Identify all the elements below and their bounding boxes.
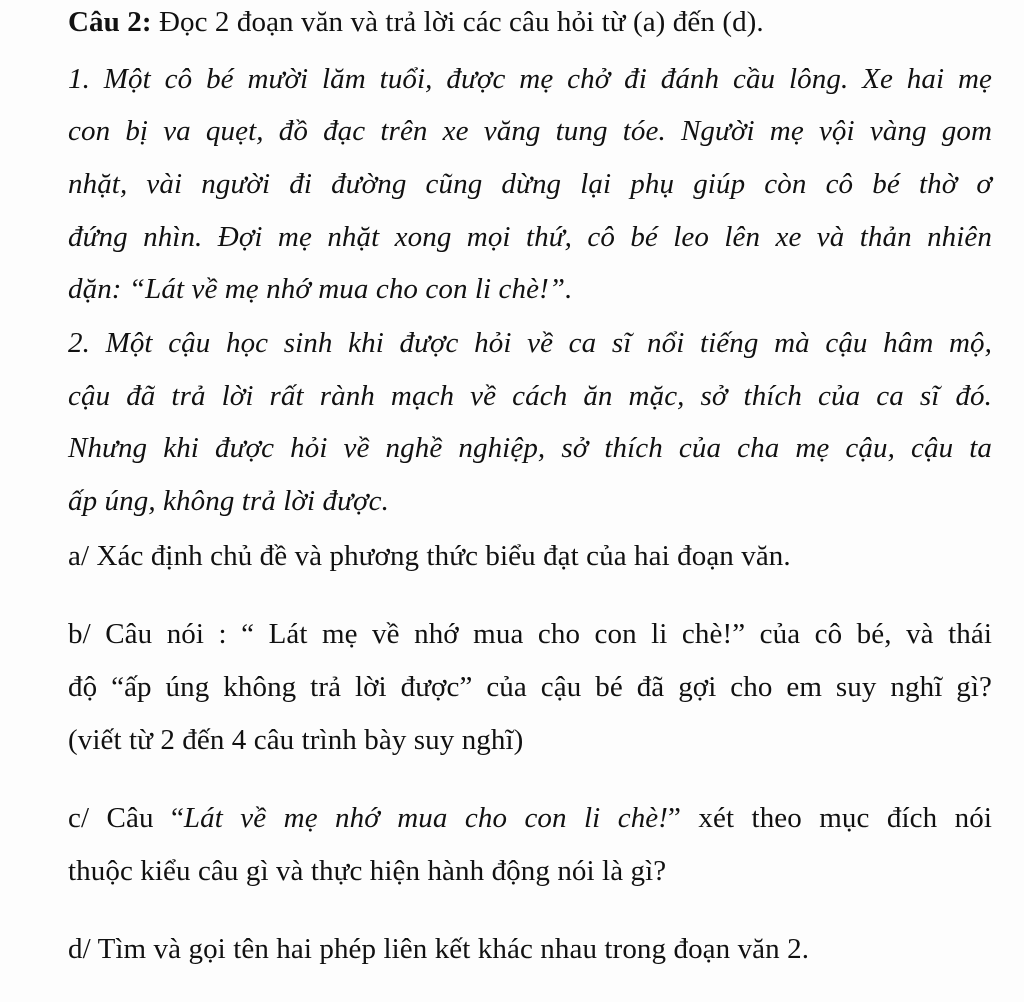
question-c-suffix: ” xét theo mục đích nói [668, 802, 992, 834]
passage1-line-5: dặn: “Lát về mẹ nhớ mua cho con li chè!”. [68, 273, 573, 305]
passage2-line-1: 2. Một cậu học sinh khi được hỏi về ca sĩ nổi tiếng mà cậu hâm mộ, [68, 327, 992, 359]
question-c-prefix: c/ Câu “ [68, 802, 184, 834]
question-instruction: Đọc 2 đoạn văn và trả lời các câu hỏi từ (a) đến (d). [158, 6, 764, 38]
question-b-line-3: (viết từ 2 đến 4 câu trình bày suy nghĩ) [68, 724, 524, 756]
passage1-line-3: nhặt, vài người đi đường cũng dừng lại phụ giúp còn cô bé thờ ơ [68, 168, 992, 200]
passage1-line-1: 1. Một cô bé mười lăm tuổi, được mẹ chở đi đánh cầu lông. Xe hai mẹ [68, 63, 992, 95]
question-c-line-2: thuộc kiểu câu gì và thực hiện hành động nói là gì? [68, 855, 667, 887]
passage1-line-4: đứng nhìn. Đợi mẹ nhặt xong mọi thứ, cô bé leo lên xe và thản nhiên [68, 221, 992, 253]
question-a: a/ Xác định chủ đề và phương thức biểu đạt của hai đoạn văn. [68, 540, 791, 572]
question-d: d/ Tìm và gọi tên hai phép liên kết khác nhau trong đoạn văn 2. [68, 933, 810, 965]
question-heading [68, 4, 992, 40]
question-b-line-2: độ “ấp úng không trả lời được” của cậu bé đã gợi cho em suy nghĩ gì? [68, 671, 992, 703]
question-c-quote: Lát về mẹ nhớ mua cho con li chè! [183, 802, 669, 834]
passage2-line-2: cậu đã trả lời rất rành mạch về cách ăn mặc, sở thích của ca sĩ đó. [68, 380, 992, 412]
question-c-line-1 [68, 800, 992, 836]
question-b-line-1: b/ Câu nói : “ Lát mẹ về nhớ mua cho con li chè!” của cô bé, và thái [68, 618, 992, 650]
passage2-line-4: ấp úng, không trả lời được. [68, 485, 389, 517]
passage2-line-3: Nhưng khi được hỏi về nghề nghiệp, sở thích của cha mẹ cậu, cậu ta [68, 432, 992, 464]
passage1-line-2: con bị va quẹt, đồ đạc trên xe văng tung tóe. Người mẹ vội vàng gom [68, 115, 992, 147]
question-label: Câu 2: [68, 6, 152, 38]
